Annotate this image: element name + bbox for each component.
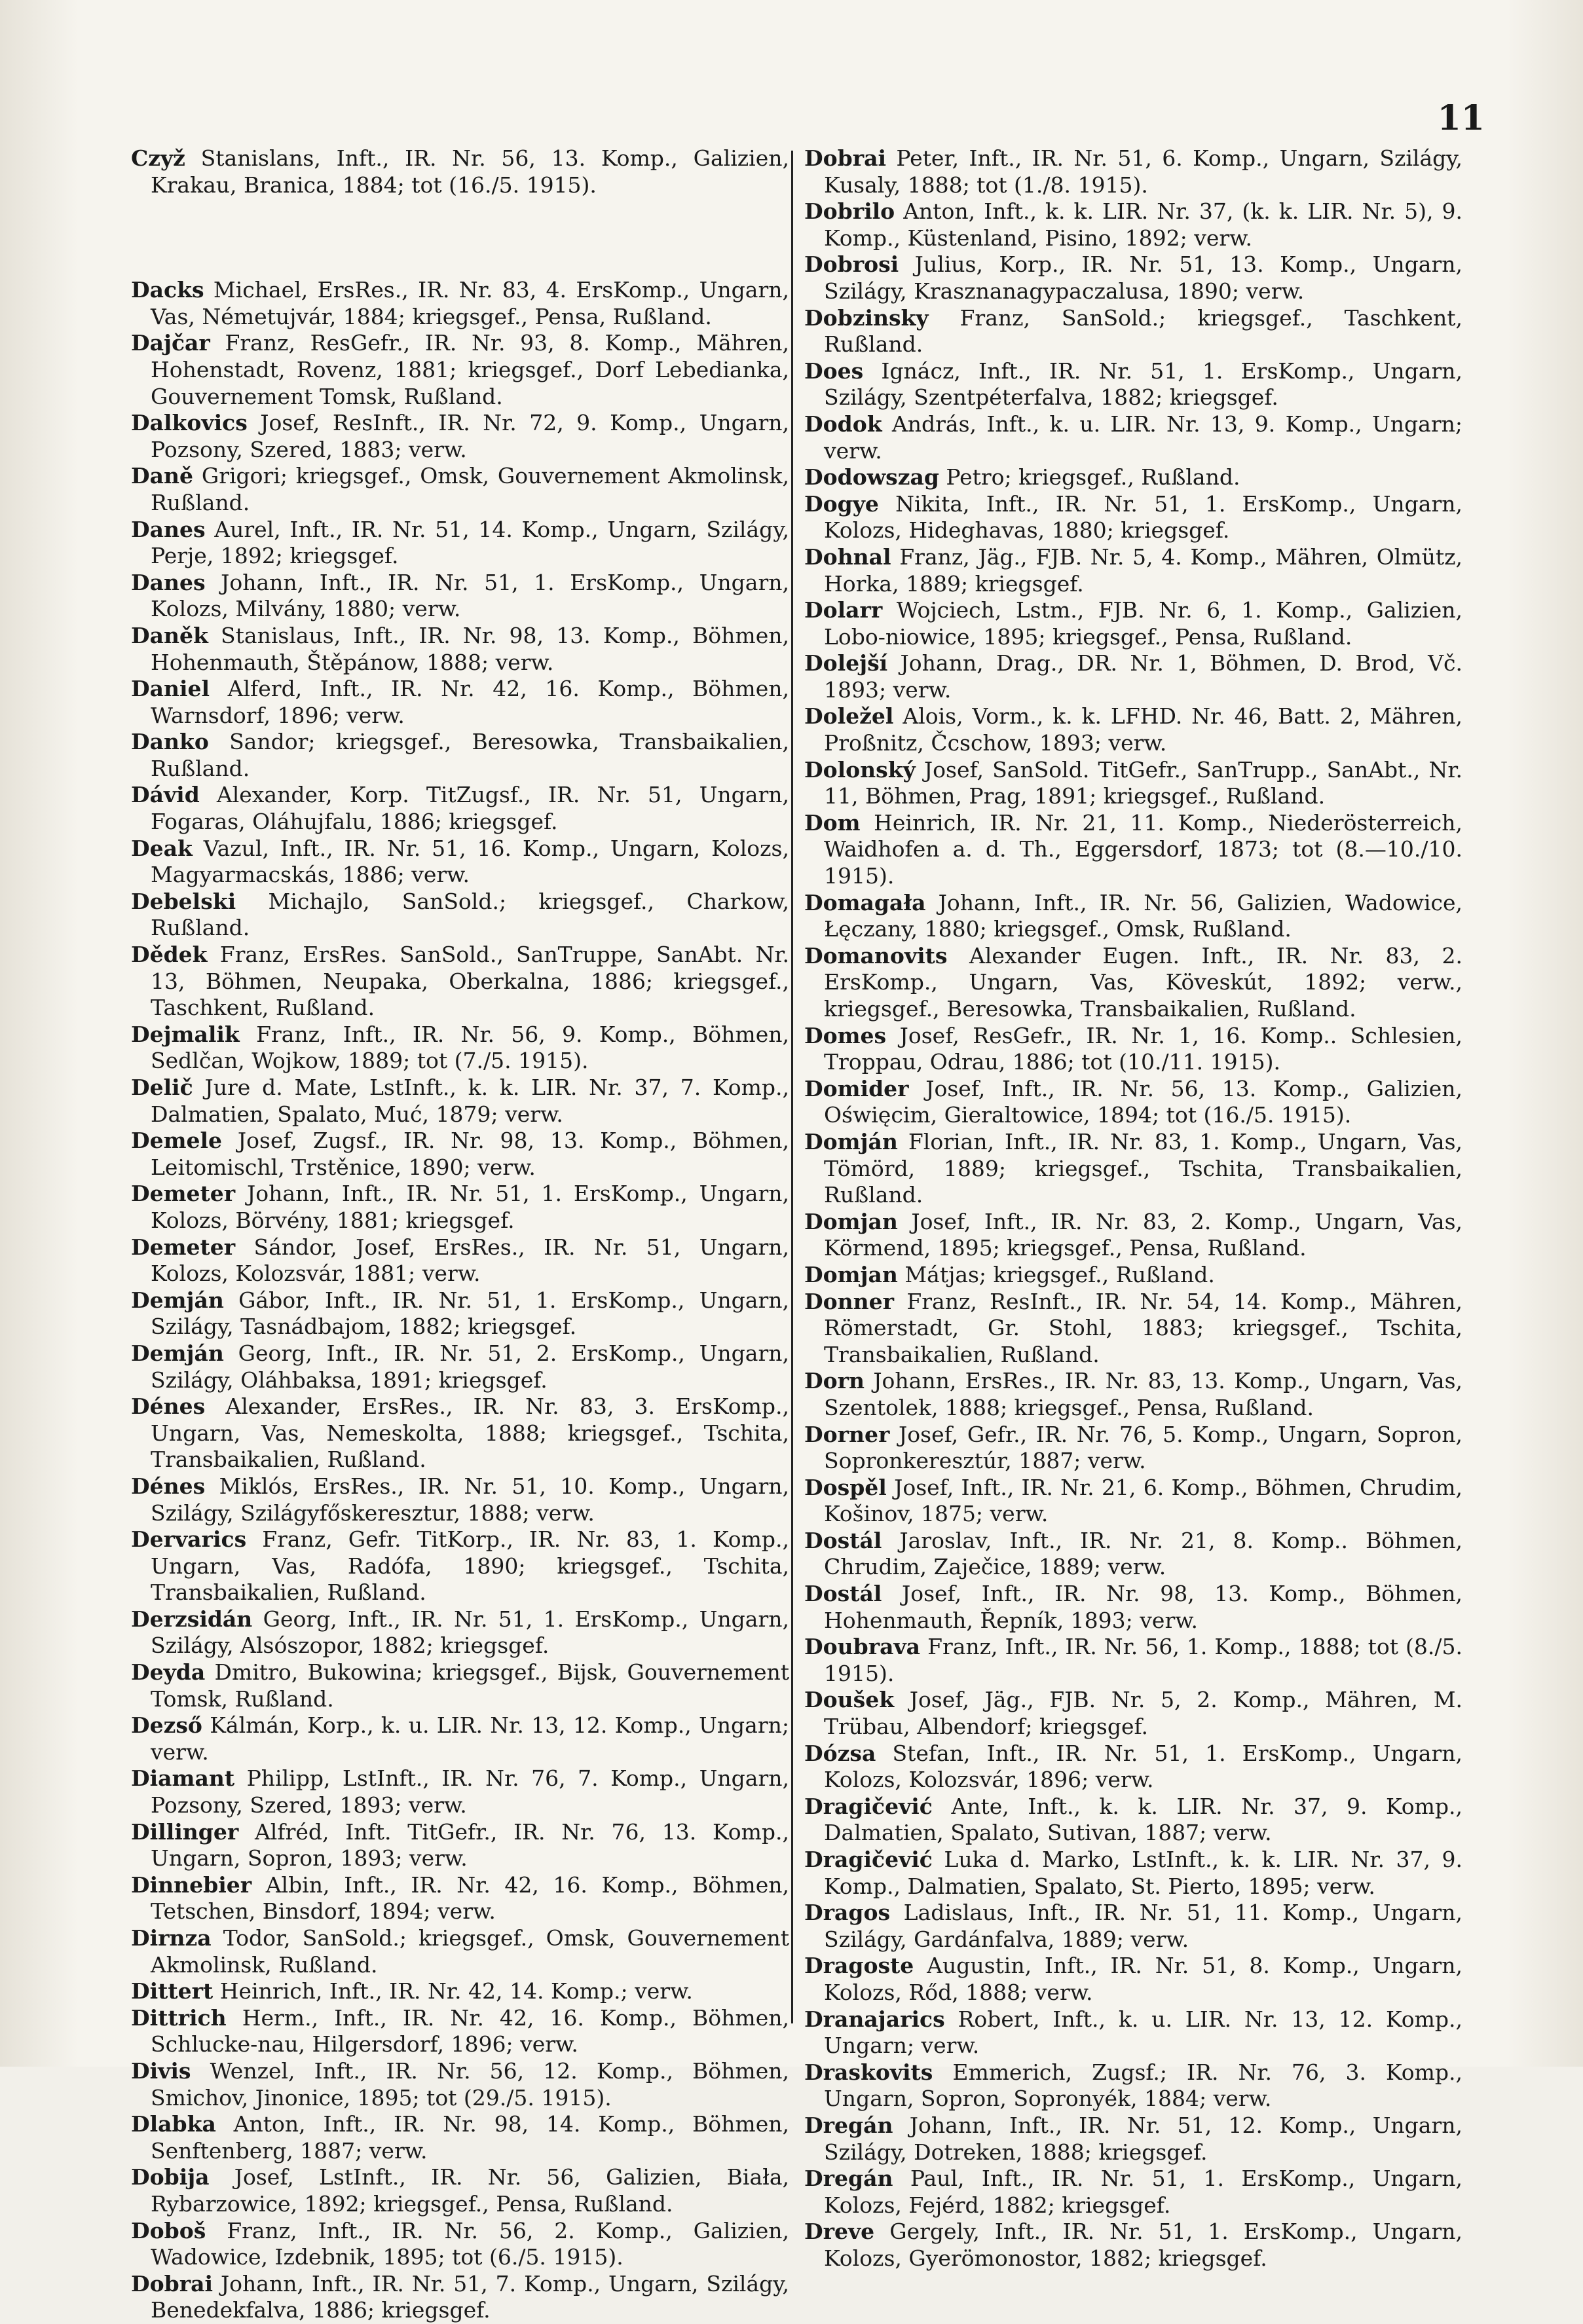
entry-details: Franz, ResGefr., IR. Nr. 93, 8. Komp., Mähren, Hohenstadt, Rovenz, 1881; kriegsgef., Dorf Lebedianka, Gouvernement Tomsk, Rußland. bbox=[151, 330, 789, 409]
list-item bbox=[131, 889, 789, 942]
entry-details: Todor, SanSold.; kriegsgef., Omsk, Gouvernement Akmolinsk, Rußland. bbox=[151, 1925, 789, 1978]
entry-details: Stanislaus, Inft., IR. Nr. 98, 13. Komp., Böhmen, Hohenmauth, Štěpánow, 1888; verw. bbox=[151, 622, 789, 675]
list-item bbox=[804, 358, 1462, 411]
entry-surname: Domider bbox=[804, 1075, 909, 1101]
entry-details: Alois, Vorm., k. k. LFHD. Nr. 46, Batt. 2, Mähren, Proßnitz, Čcschow, 1893; verw. bbox=[824, 703, 1462, 756]
entry-surname: Daniel bbox=[131, 676, 210, 702]
entry-details: Johann, Inft., IR. Nr. 56, Galizien, Wadowice, Łęczany, 1880; kriegsgef., Omsk, Rußland. bbox=[824, 889, 1462, 942]
entry-details: Stanislans, Inft., IR. Nr. 56, 13. Komp., Galizien, Krakau, Branica, 1884; tot (16./5. 1915). bbox=[151, 145, 789, 198]
entry-details: András, Inft., k. u. LIR. Nr. 13, 9. Komp., Ungarn; verw. bbox=[824, 411, 1462, 464]
entry-details: Herm., Inft., IR. Nr. 42, 16. Komp., Böhmen, Schlucke-nau, Hilgersdorf, 1896; verw. bbox=[151, 2004, 789, 2057]
list-item bbox=[804, 1847, 1462, 1900]
list-item bbox=[131, 1659, 789, 1712]
entry-surname: Dorn bbox=[804, 1368, 865, 1394]
entry-details: Josef, Zugsf., IR. Nr. 98, 13. Komp., Böhmen, Leitomischl, Trstěnice, 1890; verw. bbox=[151, 1128, 789, 1180]
entry-surname: Dolarr bbox=[804, 597, 883, 623]
entry-surname: Dragoste bbox=[804, 1953, 914, 1979]
list-item bbox=[804, 650, 1462, 703]
list-item bbox=[131, 1393, 789, 1473]
list-item bbox=[804, 1794, 1462, 1847]
entry-details: Josef, LstInft., IR. Nr. 56, Galizien, Biała, Rybarzowice, 1892; kriegsgef., Pensa, Rußland. bbox=[151, 2164, 789, 2217]
entry-surname: Domagała bbox=[804, 889, 926, 915]
entry-details: Michajlo, SanSold.; kriegsgef., Charkow, Rußland. bbox=[151, 888, 789, 941]
entry-details: Kálmán, Korp., k. u. LIR. Nr. 13, 12. Komp., Ungarn; verw. bbox=[151, 1712, 789, 1765]
entry-details: Jure d. Mate, LstInft., k. k. LIR. Nr. 37, 7. Komp., Dalmatien, Spalato, Muć, 1879; verw. bbox=[151, 1075, 789, 1127]
entry-details: Heinrich, Inft., IR. Nr. 42, 14. Komp.; verw. bbox=[213, 1978, 693, 2004]
list-item bbox=[804, 198, 1462, 251]
entry-surname: Deak bbox=[131, 835, 193, 861]
entry-details: Wenzel, Inft., IR. Nr. 56, 12. Komp., Böhmen, Smichov, Jinonice, 1895; tot (29./5. 1915). bbox=[151, 2057, 789, 2111]
list-item bbox=[804, 757, 1462, 810]
entry-details: Johann, Inft., IR. Nr. 51, 1. ErsKomp., Ungarn, Kolozs, Milvány, 1880; verw. bbox=[151, 569, 789, 622]
list-item bbox=[131, 277, 789, 330]
list-item bbox=[131, 1819, 789, 1872]
entry-surname: Dregán bbox=[804, 2166, 893, 2192]
entry-details: Julius, Korp., IR. Nr. 51, 13. Komp., Ungarn, Szilágy, Krasznanagypaczalusa, 1890; verw. bbox=[824, 251, 1462, 304]
entry-surname: Dědek bbox=[131, 942, 208, 968]
entry-surname: Debelski bbox=[131, 888, 236, 914]
entry-details: Heinrich, IR. Nr. 21, 11. Komp., Niederösterreich, Waidhofen a. d. Th., Eggersdorf, 1873; tot (8.—10./10. 1915). bbox=[824, 809, 1462, 889]
entry-surname: Dragičević bbox=[804, 1847, 933, 1872]
list-item bbox=[131, 1075, 789, 1128]
entry-details: Miklós, ErsRes., IR. Nr. 51, 10. Komp., Ungarn, Szilágy, Szilágyfőskeresztur, 1888; verw. bbox=[151, 1473, 789, 1526]
list-item bbox=[131, 942, 789, 1022]
entry-surname: Domjan bbox=[804, 1208, 898, 1234]
entry-surname: Dobrai bbox=[804, 145, 887, 171]
list-item bbox=[131, 1978, 789, 2005]
entry-details: Franz, ErsRes. SanSold., SanTruppe, SanAbt. Nr. 13, Böhmen, Neupaka, Oberkalna, 1886; kriegsgef., Taschkent, Rußland. bbox=[151, 942, 789, 1021]
list-item bbox=[131, 1181, 789, 1234]
list-item bbox=[804, 1741, 1462, 1794]
entry-surname: Delič bbox=[131, 1075, 193, 1100]
entry-details: Robert, Inft., k. u. LIR. Nr. 13, 12. Komp., Ungarn; verw. bbox=[824, 2006, 1462, 2059]
entry-surname: Dózsa bbox=[804, 1740, 876, 1766]
list-item bbox=[131, 1872, 789, 1925]
entry-surname: Doležel bbox=[804, 703, 894, 729]
list-item bbox=[131, 1022, 789, 1075]
list-item bbox=[804, 1209, 1462, 1262]
list-item bbox=[131, 2005, 789, 2058]
entry-surname: Danes bbox=[131, 516, 206, 542]
column-divider bbox=[791, 151, 793, 2023]
entry-surname: Dohnal bbox=[804, 544, 891, 570]
entry-details: Alfréd, Inft. TitGefr., IR. Nr. 76, 13. Komp., Ungarn, Sopron, 1893; verw. bbox=[151, 1818, 789, 1872]
entry-details: Alexander Eugen. Inft., IR. Nr. 83, 2. ErsKomp., Ungarn, Vas, Köveskút, 1892; verw., kriegsgef., Beresowka, Transbaikalien, Rußland. bbox=[824, 942, 1462, 1022]
entry-surname: Dlabka bbox=[131, 2111, 216, 2137]
list-item bbox=[131, 729, 789, 782]
entry-surname: Dejmalik bbox=[131, 1021, 240, 1047]
list-item bbox=[804, 544, 1462, 597]
list-item bbox=[131, 2111, 789, 2164]
entry-details: Albin, Inft., IR. Nr. 42, 16. Komp., Böhmen, Tetschen, Binsdorf, 1894; verw. bbox=[151, 1872, 789, 1925]
entry-details: Josef, Inft., IR. Nr. 98, 13. Komp., Böhmen, Hohenmauth, Řepník, 1893; verw. bbox=[824, 1581, 1462, 1633]
entry-surname: Dolejší bbox=[804, 650, 888, 676]
entry-surname: Dobrilo bbox=[804, 198, 895, 225]
list-item bbox=[804, 464, 1462, 491]
right-column bbox=[804, 145, 1462, 2272]
entry-surname: Domanovits bbox=[804, 942, 948, 968]
list-item bbox=[804, 890, 1462, 943]
entry-details: Nikita, Inft., IR. Nr. 51, 1. ErsKomp., Ungarn, Kolozs, Hideghavas, 1880; kriegsgef. bbox=[824, 490, 1462, 544]
entry-surname: Czyž bbox=[131, 145, 185, 171]
list-item bbox=[131, 2218, 789, 2271]
list-item bbox=[131, 570, 789, 623]
entry-surname: Dreve bbox=[804, 2219, 875, 2245]
list-item bbox=[131, 623, 789, 676]
list-item bbox=[804, 1634, 1462, 1687]
entry-details: Josef, ResInft., IR. Nr. 72, 9. Komp., Ungarn, Pozsony, Szered, 1883; verw. bbox=[151, 410, 789, 462]
entry-details: Florian, Inft., IR. Nr. 83, 1. Komp., Ungarn, Vas, Tömörd, 1889; kriegsgef., Tschita, Transbaikalien, Rußland. bbox=[824, 1128, 1462, 1208]
entry-details: Josef, Jäg., FJB. Nr. 5, 2. Komp., Mähren, M. Trübau, Albendorf; kriegsgef. bbox=[824, 1687, 1462, 1740]
entry-details: Johann, Inft., IR. Nr. 51, 7. Komp., Ungarn, Szilágy, Benedekfalva, 1886; kriegsgef. bbox=[151, 2270, 789, 2323]
list-item bbox=[804, 1900, 1462, 1953]
left-column bbox=[131, 145, 789, 2324]
entry-surname: Dodok bbox=[804, 411, 882, 437]
entry-details: Georg, Inft., IR. Nr. 51, 1. ErsKomp., Ungarn, Szilágy, Alsószopor, 1882; kriegsgef. bbox=[151, 1606, 789, 1659]
list-item bbox=[131, 1606, 789, 1659]
list-item bbox=[131, 1340, 789, 1393]
entry-details: Paul, Inft., IR. Nr. 51, 1. ErsKomp., Ungarn, Kolozs, Fejérd, 1882; kriegsgef. bbox=[824, 2166, 1462, 2218]
entry-surname: Dénes bbox=[131, 1473, 206, 1499]
entry-details: Emmerich, Zugsf.; IR. Nr. 76, 3. Komp., Ungarn, Sopron, Sopronyék, 1884; verw. bbox=[824, 2059, 1462, 2112]
entry-details: Ladislaus, Inft., IR. Nr. 51, 11. Komp., Ungarn, Szilágy, Gardánfalva, 1889; verw. bbox=[824, 1900, 1462, 1952]
entry-surname: Derzsidán bbox=[131, 1606, 253, 1632]
entry-details: Dmitro, Bukowina; kriegsgef., Bijsk, Gouvernement Tomsk, Rußland. bbox=[151, 1659, 789, 1712]
entry-surname: Dalkovics bbox=[131, 410, 248, 436]
list-item bbox=[804, 491, 1462, 544]
entry-surname: Dogye bbox=[804, 490, 879, 517]
list-item bbox=[804, 1023, 1462, 1076]
list-item bbox=[131, 2164, 789, 2217]
entry-surname: Domjan bbox=[804, 1261, 898, 1287]
entry-details: Petro; kriegsgef., Rußland. bbox=[939, 464, 1240, 490]
entry-details: Ignácz, Inft., IR. Nr. 51, 1. ErsKomp., Ungarn, Szilágy, Szentpéterfalva, 1882; kriegsgef. bbox=[824, 358, 1462, 411]
entry-details: Franz, Inft., IR. Nr. 56, 2. Komp., Galizien, Wadowice, Izdebnik, 1895; tot (6./5. 1915). bbox=[151, 2217, 789, 2270]
entry-details: Michael, ErsRes., IR. Nr. 83, 4. ErsKomp., Ungarn, Vas, Németujvár, 1884; kriegsgef., Pensa, Rußland. bbox=[151, 277, 789, 329]
list-item bbox=[804, 2166, 1462, 2219]
list-item bbox=[131, 1287, 789, 1340]
list-item bbox=[804, 1289, 1462, 1369]
entry-details: Grigori; kriegsgef., Omsk, Gouvernement Akmolinsk, Rußland. bbox=[151, 463, 789, 515]
entry-details: Franz, Inft., IR. Nr. 56, 9. Komp., Böhmen, Sedlčan, Wojkow, 1889; tot (7./5. 1915). bbox=[151, 1021, 789, 1074]
list-item bbox=[804, 703, 1462, 756]
entry-surname: Dragos bbox=[804, 1900, 891, 1926]
entry-details: Franz, Inft., IR. Nr. 56, 1. Komp., 1888; tot (8./5. 1915). bbox=[824, 1634, 1462, 1686]
entry-surname: Dostál bbox=[804, 1527, 882, 1553]
entry-surname: Dávid bbox=[131, 782, 200, 808]
entry-details: Wojciech, Lstm., FJB. Nr. 6, 1. Komp., Galizien, Lobo-niowice, 1895; kriegsgef., Pensa, Rußland. bbox=[824, 597, 1462, 650]
entry-surname: Demeter bbox=[131, 1181, 236, 1207]
list-item bbox=[804, 1581, 1462, 1634]
list-item bbox=[131, 145, 789, 198]
entry-surname: Dom bbox=[804, 809, 861, 836]
list-item bbox=[804, 1076, 1462, 1129]
entry-surname: Dacks bbox=[131, 277, 204, 303]
entry-details: Stefan, Inft., IR. Nr. 51, 1. ErsKomp., Ungarn, Kolozs, Kolozsvár, 1896; verw. bbox=[824, 1740, 1462, 1793]
entry-surname: Daněk bbox=[131, 622, 208, 648]
entry-surname: Dolonský bbox=[804, 756, 916, 783]
entry-surname: Diamant bbox=[131, 1765, 235, 1792]
list-item bbox=[804, 597, 1462, 650]
entry-details: Johann, Drag., DR. Nr. 1, Böhmen, D. Brod, Vč. 1893; verw. bbox=[824, 650, 1462, 703]
list-item bbox=[804, 1129, 1462, 1209]
entry-surname: Divis bbox=[131, 2057, 191, 2084]
entry-surname: Dregán bbox=[804, 2112, 893, 2138]
list-item bbox=[804, 145, 1462, 198]
entry-surname: Does bbox=[804, 358, 864, 384]
entry-surname: Demeter bbox=[131, 1234, 236, 1260]
entry-surname: Dranajarics bbox=[804, 2006, 945, 2032]
entry-surname: Daně bbox=[131, 463, 193, 489]
entry-surname: Dajčar bbox=[131, 330, 210, 356]
list-item bbox=[131, 782, 789, 835]
list-item bbox=[804, 1953, 1462, 2006]
entry-surname: Donner bbox=[804, 1288, 894, 1314]
list-item bbox=[131, 836, 789, 889]
list-item bbox=[131, 1234, 789, 1287]
entry-details: Jaroslav, Inft., IR. Nr. 21, 8. Komp.. Böhmen, Chrudim, Zaječice, 1889; verw. bbox=[824, 1527, 1462, 1580]
entry-surname: Deyda bbox=[131, 1659, 206, 1686]
list-item bbox=[804, 2112, 1462, 2166]
entry-surname: Dittrich bbox=[131, 2004, 227, 2031]
entry-details: Georg, Inft., IR. Nr. 51, 2. ErsKomp., Ungarn, Szilágy, Oláhbaksa, 1891; kriegsgef. bbox=[151, 1340, 789, 1393]
entry-surname: Demján bbox=[131, 1340, 224, 1366]
list-item bbox=[131, 330, 789, 410]
list-item bbox=[804, 2059, 1462, 2112]
entry-surname: Dobzinsky bbox=[804, 304, 929, 331]
entry-surname: Dodowszag bbox=[804, 464, 939, 490]
entry-surname: Dorner bbox=[804, 1421, 890, 1447]
entry-details: Philipp, LstInft., IR. Nr. 76, 7. Komp., Ungarn, Pozsony, Szered, 1893; verw. bbox=[151, 1765, 789, 1818]
entry-surname: Dillinger bbox=[131, 1818, 239, 1845]
entry-surname: Dirnza bbox=[131, 1925, 212, 1951]
entry-details: Franz, Gefr. TitKorp., IR. Nr. 83, 1. Komp., Ungarn, Vas, Radófa, 1890; kriegsgef., Tschita, Transbaikalien, Rußland. bbox=[151, 1526, 789, 1606]
list-item bbox=[804, 1368, 1462, 1421]
list-item bbox=[131, 1712, 789, 1765]
list-item bbox=[131, 1473, 789, 1526]
entry-surname: Dinnebier bbox=[131, 1872, 252, 1898]
entry-details: Aurel, Inft., IR. Nr. 51, 14. Komp., Ungarn, Szilágy, Perje, 1892; kriegsgef. bbox=[151, 516, 789, 569]
entry-surname: Dragičević bbox=[804, 1793, 933, 1819]
list-item bbox=[131, 676, 789, 729]
entry-surname: Doubrava bbox=[804, 1634, 921, 1660]
entry-details: Augustin, Inft., IR. Nr. 51, 8. Komp., Ungarn, Kolozs, Rőd, 1888; verw. bbox=[824, 1953, 1462, 2005]
entry-details: Josef, ResGefr., IR. Nr. 1, 16. Komp.. Schlesien, Troppau, Odrau, 1886; tot (10./11. 1915). bbox=[824, 1022, 1462, 1075]
list-item bbox=[131, 2271, 789, 2324]
list-item bbox=[804, 1262, 1462, 1289]
entry-surname: Demján bbox=[131, 1287, 224, 1313]
list-item bbox=[804, 251, 1462, 304]
entry-surname: Dervarics bbox=[131, 1526, 247, 1553]
list-item bbox=[804, 943, 1462, 1023]
entry-surname: Dittert bbox=[131, 1978, 214, 2004]
entry-details: Mátjas; kriegsgef., Rußland. bbox=[897, 1261, 1215, 1287]
entry-surname: Doboš bbox=[131, 2217, 206, 2243]
list-item bbox=[131, 1526, 789, 1606]
list-item bbox=[804, 305, 1462, 358]
list-item bbox=[804, 411, 1462, 464]
list-item bbox=[804, 810, 1462, 890]
entry-details: Josef, Inft., IR. Nr. 21, 6. Komp., Böhmen, Chrudim, Košinov, 1875; verw. bbox=[824, 1474, 1462, 1527]
entry-details: Alferd, Inft., IR. Nr. 42, 16. Komp., Böhmen, Warnsdorf, 1896; verw. bbox=[151, 676, 789, 728]
entry-details: Alexander, Korp. TitZugsf., IR. Nr. 51, Ungarn, Fogaras, Oláhujfalu, 1886; kriegsgef. bbox=[151, 782, 789, 835]
entry-details: Vazul, Inft., IR. Nr. 51, 16. Komp., Ungarn, Kolozs, Magyarmacskás, 1886; verw. bbox=[151, 835, 789, 888]
list-item bbox=[131, 1128, 789, 1181]
list-item bbox=[804, 1687, 1462, 1740]
entry-details: Anton, Inft., IR. Nr. 98, 14. Komp., Böhmen, Senftenberg, 1887; verw. bbox=[151, 2111, 789, 2164]
list-item bbox=[804, 1528, 1462, 1581]
entry-details: Alexander, ErsRes., IR. Nr. 83, 3. ErsKomp., Ungarn, Vas, Nemeskolta, 1888; kriegsgef., Tschita, Transbaikalien, Rußland. bbox=[151, 1393, 789, 1473]
entry-details: Sándor, Josef, ErsRes., IR. Nr. 51, Ungarn, Kolozs, Kolozsvár, 1881; verw. bbox=[151, 1234, 789, 1287]
entry-details: Josef, Inft., IR. Nr. 56, 13. Komp., Galizien, Oświęcim, Gieraltowice, 1894; tot (16./5. 1915). bbox=[824, 1075, 1462, 1128]
list-item bbox=[804, 1422, 1462, 1475]
entry-details: Sandor; kriegsgef., Beresowka, Transbaikalien, Rußland. bbox=[151, 729, 789, 781]
entry-details: Anton, Inft., k. k. LIR. Nr. 37, (k. k. LIR. Nr. 5), 9. Komp., Küstenland, Pisino, 1892; verw. bbox=[824, 198, 1462, 251]
entry-details: Luka d. Marko, LstInft., k. k. LIR. Nr. 37, 9. Komp., Dalmatien, Spalato, St. Pierto, 1895; verw. bbox=[824, 1847, 1462, 1899]
entry-details: Johann, Inft., IR. Nr. 51, 1. ErsKomp., Ungarn, Kolozs, Börvény, 1881; kriegsgef. bbox=[151, 1181, 789, 1233]
entry-surname: Domes bbox=[804, 1022, 887, 1048]
list-item bbox=[804, 2006, 1462, 2059]
entry-surname: Draskovits bbox=[804, 2059, 933, 2085]
list-item bbox=[131, 463, 789, 516]
entry-surname: Dostál bbox=[804, 1581, 882, 1607]
entry-details: Peter, Inft., IR. Nr. 51, 6. Komp., Ungarn, Szilágy, Kusaly, 1888; tot (1./8. 1915). bbox=[824, 145, 1462, 198]
entry-details: Franz, ResInft., IR. Nr. 54, 14. Komp., Mähren, Römerstadt, Gr. Stohl, 1883; kriegsgef., Tschita, Transbaikalien, Rußland. bbox=[824, 1288, 1462, 1367]
list-item bbox=[131, 410, 789, 463]
page-number: 11 bbox=[1437, 98, 1485, 138]
entry-surname: Demele bbox=[131, 1128, 223, 1154]
entry-details: Gábor, Inft., IR. Nr. 51, 1. ErsKomp., Ungarn, Szilágy, Tasnádbajom, 1882; kriegsgef. bbox=[151, 1287, 789, 1340]
entry-surname: Domján bbox=[804, 1128, 898, 1154]
entry-surname: Doušek bbox=[804, 1687, 895, 1713]
list-item bbox=[131, 1765, 789, 1818]
entry-details: Josef, Gefr., IR. Nr. 76, 5. Komp., Ungarn, Sopron, Sopronkeresztúr, 1887; verw. bbox=[824, 1421, 1462, 1474]
entry-surname: Dospěl bbox=[804, 1474, 887, 1500]
entry-details: Franz, SanSold.; kriegsgef., Taschkent, Rußland. bbox=[824, 304, 1462, 358]
list-item bbox=[804, 1475, 1462, 1528]
entry-details: Johann, Inft., IR. Nr. 51, 12. Komp., Ungarn, Szilágy, Dotreken, 1888; kriegsgef. bbox=[824, 2112, 1462, 2165]
entry-surname: Danko bbox=[131, 729, 209, 755]
list-item bbox=[131, 2058, 789, 2111]
entry-details: Ante, Inft., k. k. LIR. Nr. 37, 9. Komp., Dalmatien, Spalato, Sutivan, 1887; verw. bbox=[824, 1793, 1462, 1846]
entry-surname: Dobrosi bbox=[804, 251, 899, 278]
entry-details: Josef, SanSold. TitGefr., SanTrupp., SanAbt., Nr. 11, Böhmen, Prag, 1891; kriegsgef., Rußland. bbox=[824, 756, 1462, 809]
entry-details: Johann, ErsRes., IR. Nr. 83, 13. Komp., Ungarn, Vas, Szentolek, 1888; kriegsgef., Pensa, Rußland. bbox=[824, 1368, 1462, 1420]
entry-details: Josef, Inft., IR. Nr. 83, 2. Komp., Ungarn, Vas, Körmend, 1895; kriegsgef., Pensa, Rußland. bbox=[824, 1208, 1462, 1261]
entry-details: Franz, Jäg., FJB. Nr. 5, 4. Komp., Mähren, Olmütz, Horka, 1889; kriegsgef. bbox=[824, 544, 1462, 597]
entry-details: Gergely, Inft., IR. Nr. 51, 1. ErsKomp., Ungarn, Kolozs, Gyerömonostor, 1882; kriegsgef. bbox=[824, 2219, 1462, 2271]
entry-surname: Dobrai bbox=[131, 2270, 214, 2296]
entry-surname: Dénes bbox=[131, 1393, 206, 1420]
entry-surname: Danes bbox=[131, 569, 206, 595]
list-item bbox=[804, 2219, 1462, 2272]
list-item bbox=[131, 517, 789, 570]
entry-surname: Dezső bbox=[131, 1712, 202, 1739]
list-item bbox=[131, 1925, 789, 1978]
entry-surname: Dobija bbox=[131, 2164, 210, 2190]
